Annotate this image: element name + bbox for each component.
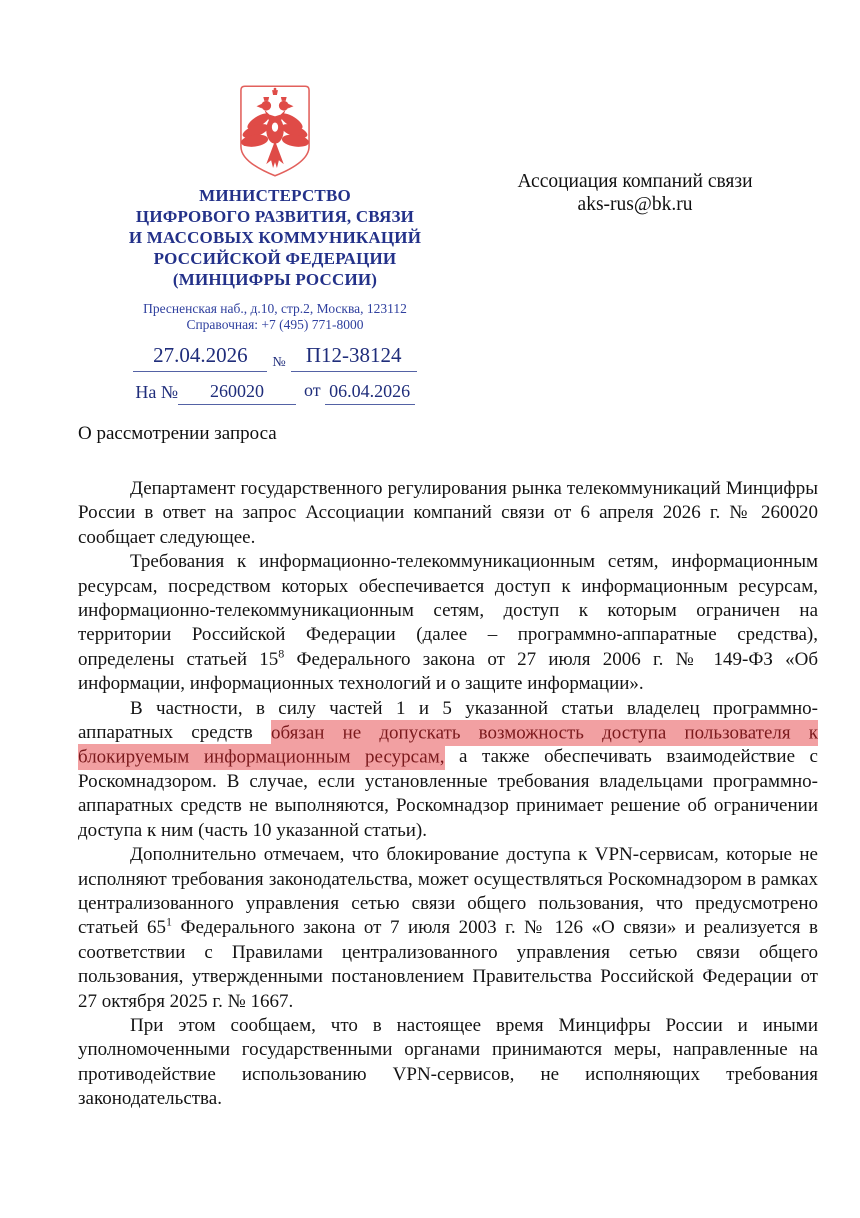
recipient-email: aks-rus@bk.ru <box>577 194 693 215</box>
superscript: 1 <box>166 914 173 929</box>
paragraph <box>78 550 818 696</box>
paragraph <box>78 477 818 550</box>
reference-block <box>82 343 468 405</box>
recipient-name: Ассоциация компаний связи <box>517 171 753 192</box>
paragraph-text: Федерального закона от 7 июля 2003 г. № 126 «О связи» и реализуется в соответствии с Правилами централизованного управления сетью связи общего пользования, утвержденными постановлением Правительства Российской Федерации от 27 октября 2025 г. № 1667. <box>78 917 818 1012</box>
letterhead <box>82 84 468 405</box>
paragraph-text: а также обеспечивать взаимодействие с Роскомнадзором. В случае, если установленные требования владельцами программно-аппаратных средств не выполняются, Роскомнадзор принимает решение об ограничении доступа к ним (часть 10 указанной статьи). <box>78 746 818 841</box>
recipient-block <box>502 170 768 216</box>
paragraph-text: Дополнительно отмечаем, что блокирование доступа к VPN-сервисам, которые не исполняют требования законодательства, может осуществляться Роскомнадзором в рамках централизованного управления сетью связи общего пользования, что предусмотрено статьей 65 <box>78 844 818 939</box>
incoming-label: На № <box>135 382 179 402</box>
incoming-number: 260020 <box>178 381 296 405</box>
ministry-name-line: (МИНЦИФРЫ РОССИИ) <box>172 270 378 289</box>
ministry-name-line: ЦИФРОВОГО РАЗВИТИЯ, СВЯЗИ <box>135 207 415 226</box>
coat-of-arms-icon <box>239 84 311 178</box>
ministry-name-line: РОССИЙСКОЙ ФЕДЕРАЦИИ <box>153 249 397 268</box>
from-label: от <box>304 380 321 400</box>
paragraph-text: При этом сообщаем, что в настоящее время Минцифры России и иными уполномоченными государственными органами принимаются меры, направленные на противодействие использованию VPN-сервисов, не исполняющих требования законодательства. <box>78 1014 818 1110</box>
paragraph <box>78 843 818 1014</box>
ministry-name-line: И МАССОВЫХ КОММУНИКАЦИЙ <box>128 228 422 247</box>
subject-line: О рассмотрении запроса <box>78 423 277 444</box>
superscript: 8 <box>278 646 285 661</box>
paragraph <box>78 1014 818 1112</box>
coat-of-arms <box>82 84 468 178</box>
incoming-date: 06.04.2026 <box>325 381 415 405</box>
address-line: Пресненская наб., д.10, стр.2, Москва, 123112 <box>143 301 407 316</box>
phone-line: Справочная: +7 (495) 771-8000 <box>186 317 364 332</box>
outgoing-number: П12-38124 <box>291 343 417 372</box>
incoming-reference-row <box>82 380 468 405</box>
paragraph-text: Федерального закона от 27 июля 2006 г. № 149-ФЗ «Об информации, информационных технологий и о защите информации». <box>78 648 818 695</box>
paragraph-text: Департамент государственного регулирования рынка телекоммуникаций Минцифры России в ответ на запрос Ассоциации компаний связи от 6 апреля 2026 г. № 260020 сообщает следующее. <box>78 478 818 548</box>
ministry-name-line: МИНИСТЕРСТВО <box>199 186 351 205</box>
outgoing-date: 27.04.2026 <box>133 343 267 372</box>
ministry-name <box>82 185 468 290</box>
paragraph <box>78 697 818 843</box>
number-sign: № <box>272 355 286 370</box>
paragraph-text: В частности, в силу частей 1 и 5 указанной статьи владелец программно-аппаратных средств <box>78 697 818 744</box>
highlighted-text: обязан не допускать возможность доступа пользователя к блокируемым информационным ресурсам, <box>78 720 818 770</box>
letter-body <box>78 477 818 1112</box>
paragraph-text: Требования к информационно-телекоммуникационным сетям, информационным ресурсам, посредством которых обеспечивается доступ к информационным ресурсам, информационно-телекоммуникационным сетям, доступ к которым ограничен на территории Российской Федерации (далее – программно-аппаратные средства), определены статьей 15 <box>78 551 818 670</box>
outgoing-reference-row <box>82 343 468 372</box>
ministry-address <box>82 301 468 333</box>
